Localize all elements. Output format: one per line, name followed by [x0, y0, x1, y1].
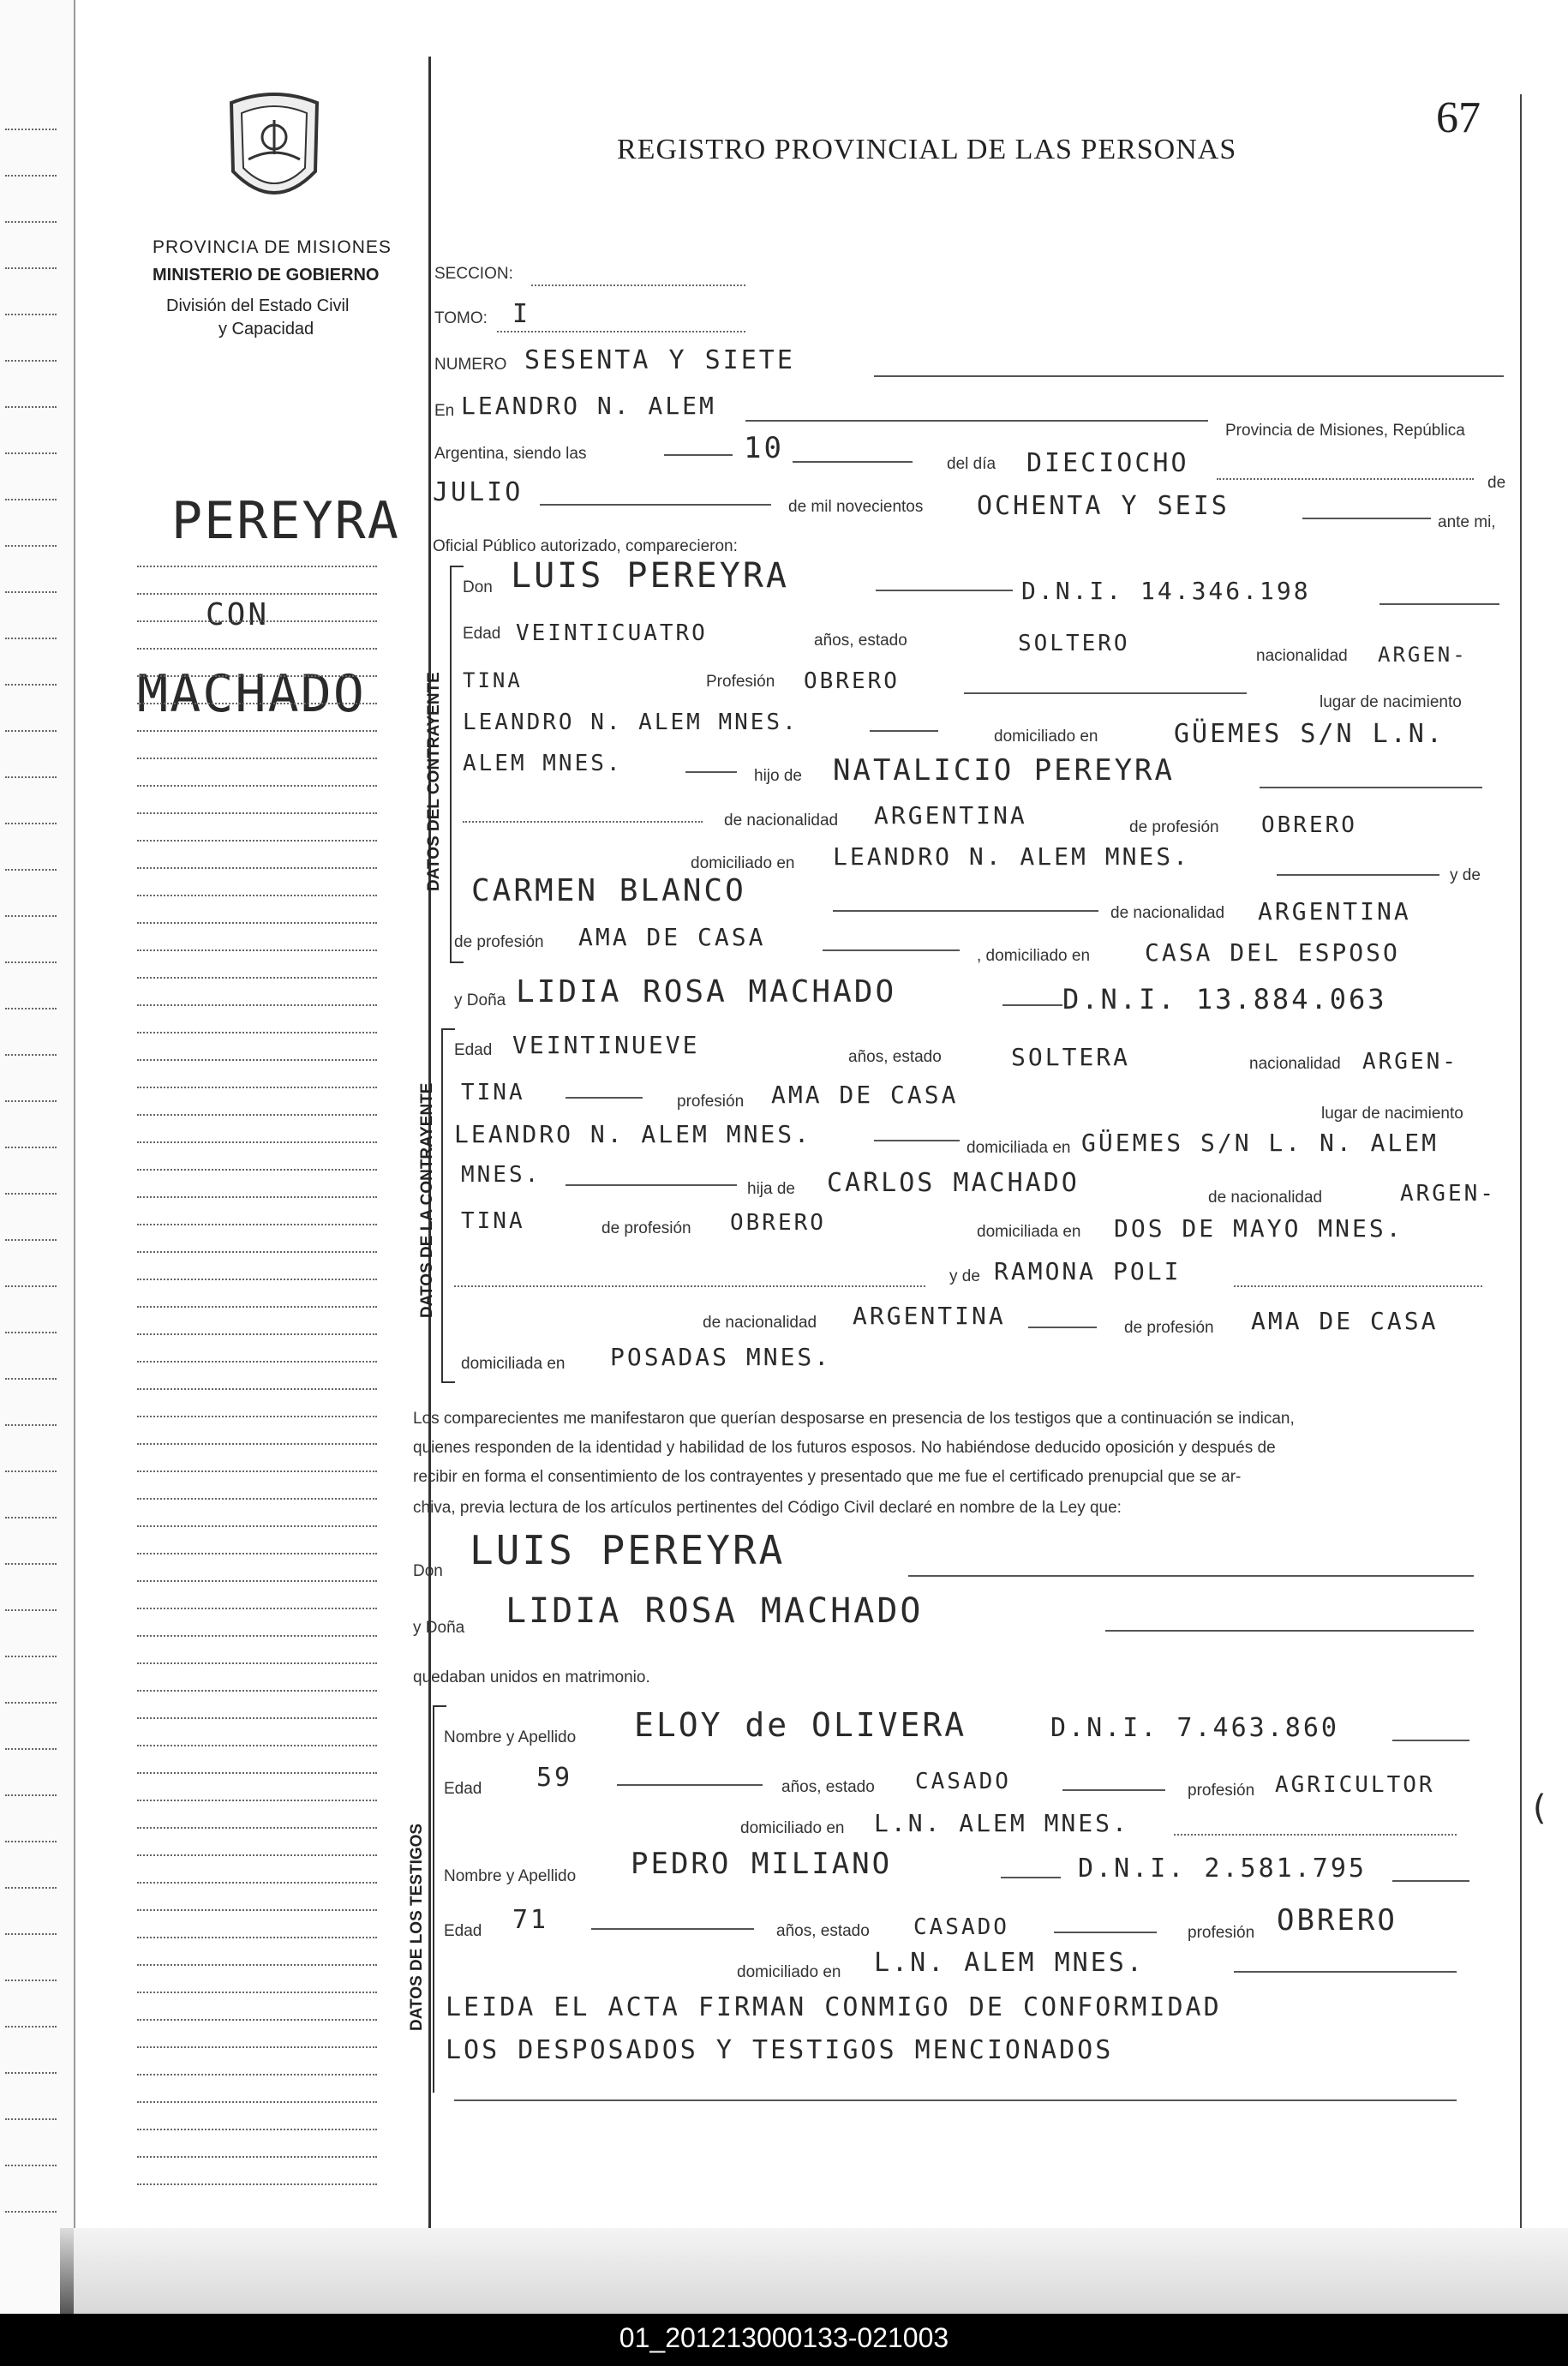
margin-ruled-line	[137, 1032, 377, 1033]
t1-anos-estado: años, estado	[781, 1778, 875, 1796]
contrayenta-blank-line	[454, 1285, 925, 1287]
madre-profesion-line	[823, 949, 960, 951]
contrayenta-dni: D.N.I. 13.884.063	[1062, 983, 1387, 1015]
t2-estado: CASADO	[913, 1914, 1009, 1940]
left-page-ruled-line	[5, 1193, 57, 1195]
margin-ruled-line	[137, 840, 377, 842]
left-page-ruled-line	[5, 175, 57, 177]
contrayenta-padre-domicilio: DOS DE MAYO MNES.	[1114, 1214, 1403, 1243]
margin-ruled-line	[137, 1882, 377, 1884]
numero-line	[874, 375, 1504, 377]
t2-edad: 71	[512, 1905, 549, 1935]
margin-ruled-line	[137, 566, 377, 567]
contrayenta-padre-prof-label: de profesión	[601, 1219, 691, 1237]
contrayenta-madre-domicilio: POSADAS MNES.	[610, 1343, 832, 1371]
declaration-line-1: Los comparecientes me manifestaron que querían desposarse en presencia de los testigos que a continuación se indican,	[413, 1410, 1295, 1428]
contrayenta-lugar: LEANDRO N. ALEM MNES.	[454, 1120, 812, 1148]
margin-ruled-line	[137, 1498, 377, 1500]
contrayente-domicilio-2: ALEM MNES.	[463, 751, 623, 776]
right-edge-line	[1520, 94, 1522, 2237]
left-page-ruled-line	[5, 2072, 57, 2074]
left-page-ruled-line	[5, 730, 57, 732]
margin-ruled-line	[137, 2046, 377, 2048]
left-page-edge	[0, 0, 75, 2314]
margin-ruled-line	[137, 1937, 377, 1938]
margin-ruled-line	[137, 593, 377, 595]
testigos-bracket	[433, 1705, 446, 2093]
anio-line	[1302, 518, 1431, 519]
madre-profesion: AMA DE CASA	[578, 923, 766, 951]
margin-ruled-line	[137, 1471, 377, 1472]
margin-ruled-line	[137, 730, 377, 732]
contrayente-dni-line	[1379, 603, 1499, 605]
hijo-label: hijo de	[754, 767, 802, 785]
margin-ruled-line	[137, 1196, 377, 1198]
left-page-ruled-line	[5, 1748, 57, 1750]
en-line	[745, 420, 1208, 422]
left-page-ruled-line	[5, 638, 57, 639]
margin-ruled-line	[137, 977, 377, 979]
margin-ruled-line	[137, 1306, 377, 1308]
margin-ruled-line	[137, 867, 377, 869]
lugar-label: lugar de nacimiento	[1320, 693, 1462, 711]
contrayenta-nac-line	[566, 1097, 643, 1099]
anio-value: OCHENTA Y SEIS	[977, 491, 1230, 521]
left-page-ruled-line	[5, 1008, 57, 1009]
t1-edad-label: Edad	[444, 1780, 482, 1798]
issuer-line-2: MINISTERIO DE GOBIERNO	[153, 266, 380, 285]
contrayenta-side-label: DATOS DE LA CONTRAYENTE	[418, 1082, 436, 1318]
margin-ruled-line	[137, 1443, 377, 1445]
margin-ruled-line	[137, 1992, 377, 1993]
declaration-dona-line	[1105, 1630, 1474, 1632]
contrayenta-padre: CARLOS MACHADO	[827, 1168, 1080, 1198]
margin-name-2: MACHADO	[137, 664, 366, 724]
left-page-ruled-line	[5, 1656, 57, 1657]
declaration-dona-label: y Doña	[413, 1619, 465, 1637]
margin-ruled-line	[137, 895, 377, 896]
contrayenta-padre-dom-label: domiciliada en	[977, 1223, 1081, 1241]
contrayente-nacionalidad-2: TINA	[463, 668, 523, 692]
domiciliado-label: domiciliado en	[994, 728, 1098, 746]
left-page-ruled-line	[5, 684, 57, 686]
argentina-label: Argentina, siendo las	[434, 445, 587, 463]
margin-ruled-line	[137, 812, 377, 814]
contrayente-blank-line	[463, 821, 703, 823]
margin-ruled-line	[137, 1361, 377, 1363]
en-label: En	[434, 402, 455, 420]
margin-ruled-line	[137, 1279, 377, 1280]
t2-nombre-label: Nombre y Apellido	[444, 1867, 577, 1885]
margin-ruled-line	[137, 1087, 377, 1088]
t1-edad: 59	[536, 1763, 573, 1793]
dia-line	[1217, 478, 1474, 480]
margin-ruled-line	[137, 758, 377, 759]
margin-ruled-line	[137, 1745, 377, 1746]
declaration-don-line	[908, 1575, 1474, 1577]
nota-line-1: LEIDA EL ACTA FIRMAN CONMIGO DE CONFORMIDAD	[446, 1992, 1222, 2022]
margin-ruled-line	[137, 648, 377, 650]
contrayenta-edad: VEINTINUEVE	[512, 1031, 700, 1059]
contrayente-profesion: OBRERO	[804, 668, 900, 694]
margin-ruled-line	[137, 1635, 377, 1637]
profesion-label: Profesión	[706, 673, 775, 691]
margin-ruled-line	[137, 1525, 377, 1527]
contrayente-lugar-line	[870, 730, 938, 732]
t1-dni-line	[1392, 1740, 1469, 1741]
mes-line	[540, 504, 771, 506]
t1-estado-line	[1062, 1789, 1165, 1791]
contrayenta-nacionalidad-1: ARGEN-	[1362, 1049, 1458, 1075]
contrayenta-madre-nacionalidad: ARGENTINA	[853, 1302, 1006, 1330]
contrayenta-profesion: AMA DE CASA	[771, 1081, 959, 1109]
left-page-ruled-line	[5, 545, 57, 547]
contrayente-padre-line	[1260, 787, 1482, 788]
madre-nac-label: de nacionalidad	[1110, 904, 1225, 922]
contrayenta-madre-nac-line	[1028, 1327, 1097, 1328]
contrayente-dni: D.N.I. 14.346.198	[1021, 577, 1311, 605]
left-page-ruled-line	[5, 2026, 57, 2028]
testigos-side-label: DATOS DE LOS TESTIGOS	[408, 1823, 426, 2031]
provincia-text: Provincia de Misiones, República	[1225, 422, 1465, 440]
hora-line-a	[664, 454, 733, 456]
padre-profesion: OBRERO	[1261, 812, 1357, 838]
margin-connector: CON	[206, 597, 270, 632]
t2-nombre-line	[1001, 1877, 1061, 1878]
left-page-ruled-line	[5, 1424, 57, 1426]
margin-mark: (	[1529, 1788, 1553, 1828]
margin-ruled-line	[137, 1224, 377, 1225]
declaration-closing: quedaban unidos en matrimonio.	[413, 1668, 650, 1686]
left-page-ruled-line	[5, 1609, 57, 1611]
t1-domiciliado-label: domiciliado en	[740, 1819, 845, 1837]
left-page-ruled-line	[5, 823, 57, 824]
contrayente-edad: VEINTICUATRO	[516, 620, 708, 646]
edad-label-2: Edad	[454, 1041, 493, 1059]
page-number: 67	[1436, 93, 1481, 142]
tomo-label: TOMO:	[434, 309, 488, 327]
nota-line-3	[454, 2099, 1457, 2101]
left-page-ruled-line	[5, 591, 57, 593]
margin-ruled-line	[137, 620, 377, 622]
left-page-ruled-line	[5, 360, 57, 362]
left-page-ruled-line	[5, 915, 57, 917]
del-dia-label: del día	[947, 455, 996, 473]
padre-dom-label: domiciliado en	[691, 854, 795, 872]
t1-dni: D.N.I. 7.463.860	[1050, 1713, 1339, 1743]
left-page-ruled-line	[5, 1794, 57, 1796]
margin-ruled-line	[137, 1251, 377, 1253]
contrayente-estado: SOLTERO	[1018, 631, 1130, 656]
contrayenta-nombre: LIDIA ROSA MACHADO	[516, 974, 897, 1009]
contrayenta-domicilio-2: MNES.	[461, 1162, 542, 1188]
left-page-ruled-line	[5, 1980, 57, 1981]
left-page-ruled-line	[5, 1332, 57, 1333]
contrayenta-madre-line	[1234, 1285, 1482, 1287]
seccion-line	[531, 285, 745, 286]
margin-ruled-line	[137, 1662, 377, 1664]
tomo-value: I	[512, 299, 531, 329]
margin-ruled-line	[137, 1827, 377, 1829]
anos-estado-label-2: años, estado	[848, 1048, 942, 1066]
madre-nombre-line	[833, 910, 1098, 912]
declaration-line-2: quienes responden de la identidad y habilidad de los futuros esposos. No habiéndose deducido oposición y después de	[413, 1439, 1276, 1457]
margin-ruled-line	[137, 1717, 377, 1719]
margin-ruled-line	[137, 2156, 377, 2158]
left-page-ruled-line	[5, 2211, 57, 2213]
margin-ruled-line	[137, 1553, 377, 1554]
margin-ruled-line	[137, 785, 377, 787]
contrayenta-nombre-line	[1002, 1004, 1062, 1006]
contrayente-nombre-line	[876, 590, 1013, 591]
contrayenta-madre-nac-label: de nacionalidad	[703, 1314, 817, 1332]
margin-ruled-line	[137, 922, 377, 924]
left-page-ruled-line	[5, 1702, 57, 1704]
declaration-line-4: chiva, previa lectura de los artículos pertinentes del Código Civil declaré en nombre de la Ley que:	[413, 1499, 1122, 1517]
hija-label: hija de	[747, 1180, 795, 1198]
margin-ruled-line	[137, 2129, 377, 2130]
left-page-ruled-line	[5, 1471, 57, 1472]
contrayenta-padre-nac-1: ARGEN-	[1400, 1181, 1496, 1207]
padre-nacionalidad: ARGENTINA	[874, 801, 1027, 830]
margin-ruled-line	[137, 1416, 377, 1417]
margin-ruled-line	[137, 2019, 377, 2021]
left-page-ruled-line	[5, 406, 57, 408]
contrayenta-bracket	[441, 1028, 455, 1383]
margin-ruled-line	[137, 703, 377, 704]
left-page-ruled-line	[5, 961, 57, 963]
de-mil-label: de mil novecientos	[788, 498, 924, 516]
margin-ruled-line	[137, 1909, 377, 1911]
left-page-ruled-line	[5, 1887, 57, 1889]
left-page-ruled-line	[5, 2118, 57, 2120]
left-page-ruled-line	[5, 1378, 57, 1380]
madre-dom-label: , domiciliado en	[977, 947, 1091, 965]
left-page-ruled-line	[5, 1054, 57, 1056]
tomo-line	[497, 331, 745, 332]
footer-id: 01_201213000133-021003	[619, 2322, 949, 2353]
t1-profesion-label: profesión	[1188, 1782, 1255, 1800]
margin-ruled-line	[137, 2101, 377, 2103]
declaration-line-3: recibir en forma el consentimiento de los contrayentes y presentado que me fue el certificado prenupcial que se ar-	[413, 1468, 1242, 1486]
contrayenta-madre-dom-label: domiciliada en	[461, 1355, 566, 1373]
left-page-ruled-line	[5, 869, 57, 871]
left-page-ruled-line	[5, 129, 57, 130]
t2-edad-label: Edad	[444, 1922, 482, 1940]
profesion-label-2: profesión	[677, 1093, 745, 1111]
madre-domicilio: CASA DEL ESPOSO	[1145, 938, 1400, 967]
t2-anos-estado: años, estado	[776, 1922, 870, 1940]
declaration-don-value: LUIS PEREYRA	[470, 1527, 786, 1573]
dona-label: y Doña	[454, 991, 506, 1009]
t1-profesion: AGRICULTOR	[1275, 1772, 1435, 1798]
left-page-ruled-line	[5, 1933, 57, 1935]
contrayente-domicilio-line	[685, 771, 737, 773]
t2-dni: D.N.I. 2.581.795	[1078, 1854, 1367, 1884]
t1-nombre: ELOY de OLIVERA	[634, 1706, 967, 1744]
padre-domicilio: LEANDRO N. ALEM MNES.	[833, 842, 1191, 871]
contrayente-profesion-line	[964, 692, 1247, 694]
left-page-ruled-line	[5, 2165, 57, 2166]
contrayenta-domicilio-line	[566, 1184, 737, 1186]
contrayenta-padre-profesion: OBRERO	[730, 1210, 826, 1236]
contrayente-nombre: LUIS PEREYRA	[511, 556, 789, 596]
mes-value: JULIO	[433, 477, 524, 507]
contrayente-bracket	[450, 566, 464, 963]
provincial-seal-icon	[223, 86, 326, 214]
contrayente-lugar: LEANDRO N. ALEM MNES.	[463, 710, 799, 735]
margin-ruled-line	[137, 675, 377, 677]
margin-ruled-line	[137, 949, 377, 951]
issuer-line-4: y Capacidad	[218, 320, 314, 338]
hora-line-b	[793, 461, 913, 463]
left-page-ruled-line	[5, 1563, 57, 1565]
contrayenta-madre: RAMONA POLI	[994, 1257, 1182, 1285]
contrayenta-padre-nac-label: de nacionalidad	[1208, 1189, 1323, 1207]
madre-prof-label: de profesión	[454, 933, 544, 951]
margin-ruled-line	[137, 1772, 377, 1774]
margin-ruled-line	[137, 1388, 377, 1390]
y-de-label: y de	[1450, 866, 1481, 884]
margin-ruled-line	[137, 1608, 377, 1609]
ante-mi: ante mi,	[1438, 513, 1496, 531]
t1-nombre-label: Nombre y Apellido	[444, 1728, 577, 1746]
left-page-ruled-line	[5, 267, 57, 269]
t1-edad-line	[617, 1784, 763, 1786]
left-page-ruled-line	[5, 1841, 57, 1842]
t2-domicilio: L.N. ALEM MNES.	[874, 1948, 1145, 1978]
margin-ruled-line	[137, 1580, 377, 1582]
declaration-don-label: Don	[413, 1562, 443, 1580]
left-page-ruled-line	[5, 1100, 57, 1102]
t1-domicilio: L.N. ALEM MNES.	[874, 1809, 1129, 1837]
left-page-ruled-line	[5, 314, 57, 315]
left-page-ruled-line	[5, 452, 57, 454]
t1-domicilio-line	[1174, 1834, 1457, 1836]
left-page-ruled-line	[5, 1147, 57, 1148]
contrayente-domicilio-1: GÜEMES S/N L.N.	[1174, 719, 1445, 749]
domiciliada-label: domiciliada en	[967, 1139, 1071, 1157]
margin-ruled-line	[137, 1059, 377, 1061]
margin-ruled-line	[137, 1333, 377, 1335]
margin-ruled-line	[137, 1964, 377, 1966]
declaration-dona-value: LIDIA ROSA MACHADO	[506, 1591, 924, 1631]
contrayente-padre: NATALICIO PEREYRA	[833, 753, 1175, 788]
margin-name-1: PEREYRA	[171, 491, 400, 551]
padre-prof-label: de profesión	[1129, 818, 1219, 836]
t2-edad-line	[591, 1928, 754, 1930]
de-label: de	[1487, 474, 1506, 492]
margin-ruled-line	[137, 1169, 377, 1171]
left-page-ruled-line	[5, 776, 57, 778]
dia-value: DIECIOCHO	[1026, 448, 1189, 478]
margin-ruled-line	[137, 1114, 377, 1116]
numero-label: NUMERO	[434, 356, 507, 374]
left-page-ruled-line	[5, 499, 57, 500]
left-page-ruled-line	[5, 1239, 57, 1241]
nota-line-2: LOS DESPOSADOS Y TESTIGOS MENCIONADOS	[446, 2035, 1114, 2065]
contrayente-nacionalidad-1: ARGEN-	[1378, 643, 1468, 667]
bottom-edge	[74, 2228, 1568, 2314]
t2-profesion: OBRERO	[1277, 1903, 1397, 1938]
don-label: Don	[463, 578, 493, 596]
t2-estado-line	[1054, 1932, 1157, 1933]
seccion-label: SECCION:	[434, 265, 513, 283]
en-value: LEANDRO N. ALEM	[461, 392, 716, 420]
t2-domicilio-line	[1234, 1971, 1457, 1973]
contrayenta-padre-nac-2: TINA	[461, 1208, 525, 1234]
t2-profesion-label: profesión	[1188, 1924, 1255, 1942]
contrayenta-lugar-line	[874, 1140, 960, 1141]
nacionalidad-label: nacionalidad	[1256, 647, 1348, 665]
contrayente-side-label: DATOS DEL CONTRAYENTE	[425, 672, 443, 891]
t2-dni-line	[1392, 1880, 1469, 1882]
margin-ruled-line	[137, 1854, 377, 1856]
anos-estado-label: años, estado	[814, 632, 907, 650]
oficial-text: Oficial Público autorizado, comparecieron:	[433, 537, 738, 555]
madre-nombre: CARMEN BLANCO	[471, 873, 746, 908]
t2-domiciliado-label: domiciliado en	[737, 1963, 841, 1981]
contrayenta-madre-profesion: AMA DE CASA	[1251, 1307, 1439, 1335]
contrayenta-madre-prof-label: de profesión	[1124, 1319, 1214, 1337]
margin-ruled-line	[137, 2074, 377, 2075]
madre-nacionalidad: ARGENTINA	[1258, 897, 1411, 925]
issuer-line-3: División del Estado Civil	[166, 296, 350, 315]
margin-ruled-line	[137, 1141, 377, 1143]
hora-value: 10	[744, 431, 784, 465]
left-page-ruled-line	[5, 1517, 57, 1518]
t1-estado: CASADO	[915, 1769, 1011, 1794]
lugar-label-2: lugar de nacimiento	[1321, 1105, 1463, 1123]
padre-domicilio-line	[1277, 874, 1439, 876]
contrayenta-domicilio-1: GÜEMES S/N L. N. ALEM	[1081, 1129, 1439, 1157]
issuer-line-1: PROVINCIA DE MISIONES	[153, 237, 392, 257]
registry-title: REGISTRO PROVINCIAL DE LAS PERSONAS	[617, 134, 1237, 165]
margin-ruled-line	[137, 1690, 377, 1692]
margin-ruled-line	[137, 1004, 377, 1006]
contrayenta-nacionalidad-2: TINA	[461, 1080, 525, 1105]
contrayenta-estado: SOLTERA	[1011, 1043, 1131, 1071]
padre-nac-label: de nacionalidad	[724, 812, 839, 830]
nacionalidad-label-2: nacionalidad	[1249, 1055, 1341, 1073]
left-page-ruled-line	[5, 221, 57, 223]
t2-nombre: PEDRO MILIANO	[631, 1847, 893, 1881]
left-page-ruled-line	[5, 1285, 57, 1287]
edad-label: Edad	[463, 625, 501, 643]
margin-ruled-line	[137, 1800, 377, 1801]
numero-value: SESENTA Y SIETE	[524, 345, 795, 375]
margin-ruled-line	[137, 2183, 377, 2185]
contrayenta-y-de-label: y de	[949, 1267, 980, 1285]
